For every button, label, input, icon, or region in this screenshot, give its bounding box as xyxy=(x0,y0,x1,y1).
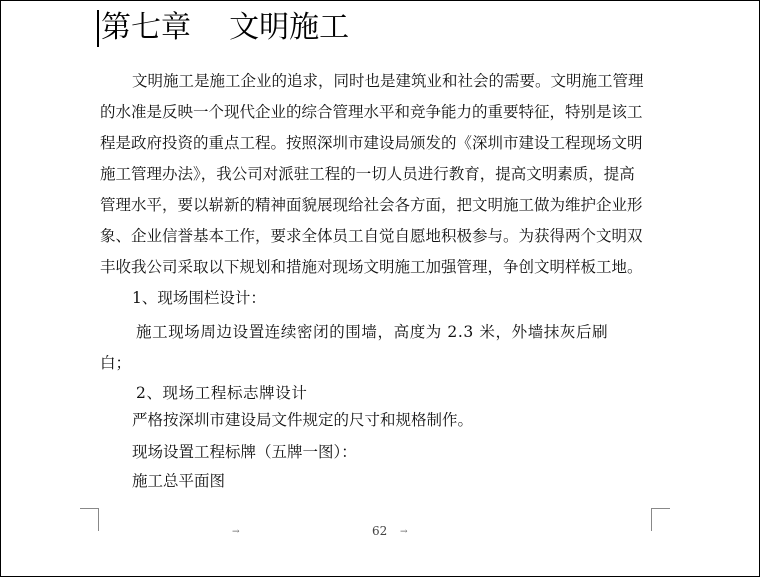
crop-mark-right xyxy=(651,508,670,531)
section-2-heading[interactable]: 2、现场工程标志牌设计 xyxy=(136,384,308,402)
site-plan-text[interactable]: 施工总平面图 xyxy=(132,472,226,490)
signboard-text[interactable]: 现场设置工程标牌（五牌一图）： xyxy=(132,443,357,461)
intro-line-5[interactable]: 管理水平，要以崭新的精神面貌展现给社会各方面，把文明施工做为维护企业形 xyxy=(100,196,643,214)
intro-line-6[interactable]: 象、企业信誉基本工作，要求全体员工自觉自愿地积极参与。为获得两个文明双 xyxy=(100,227,643,245)
intro-line-1[interactable]: 文明施工是施工企业的追求，同时也是建筑业和社会的需要。文明施工管理 xyxy=(132,72,644,90)
page-number: 62 xyxy=(372,524,388,538)
footer-arrow-right: → xyxy=(400,527,408,537)
section-1-text-line-1[interactable]: 施工现场周边设置连续密闭的围墙，高度为 2.3 米，外墙抹灰后刷 xyxy=(136,323,609,341)
chapter-title[interactable]: 第七章 文明施工 xyxy=(101,10,350,45)
intro-line-2[interactable]: 的水准是反映一个现代企业的综合管理水平和竞争能力的重要特征，特别是该工 xyxy=(100,103,643,121)
crop-mark-left xyxy=(80,508,99,531)
intro-line-3[interactable]: 程是政府投资的重点工程。按照深圳市建设局颁发的《深圳市建设工程现场文明 xyxy=(100,134,643,152)
intro-line-7[interactable]: 丰收我公司采取以下规划和措施对现场文明施工加强管理，争创文明样板工地。 xyxy=(100,258,643,276)
intro-line-4[interactable]: 施工管理办法》，我公司对派驻工程的一切人员进行教育，提高文明素质，提高 xyxy=(100,165,635,183)
section-1-heading[interactable]: 1、现场围栏设计： xyxy=(132,289,266,307)
section-2-text[interactable]: 严格按深圳市建设局文件规定的尺寸和规格制作。 xyxy=(132,411,474,429)
footer-arrow-left: → xyxy=(232,527,240,537)
text-cursor xyxy=(97,10,99,47)
section-1-text-line-2[interactable]: 白； xyxy=(100,354,132,372)
